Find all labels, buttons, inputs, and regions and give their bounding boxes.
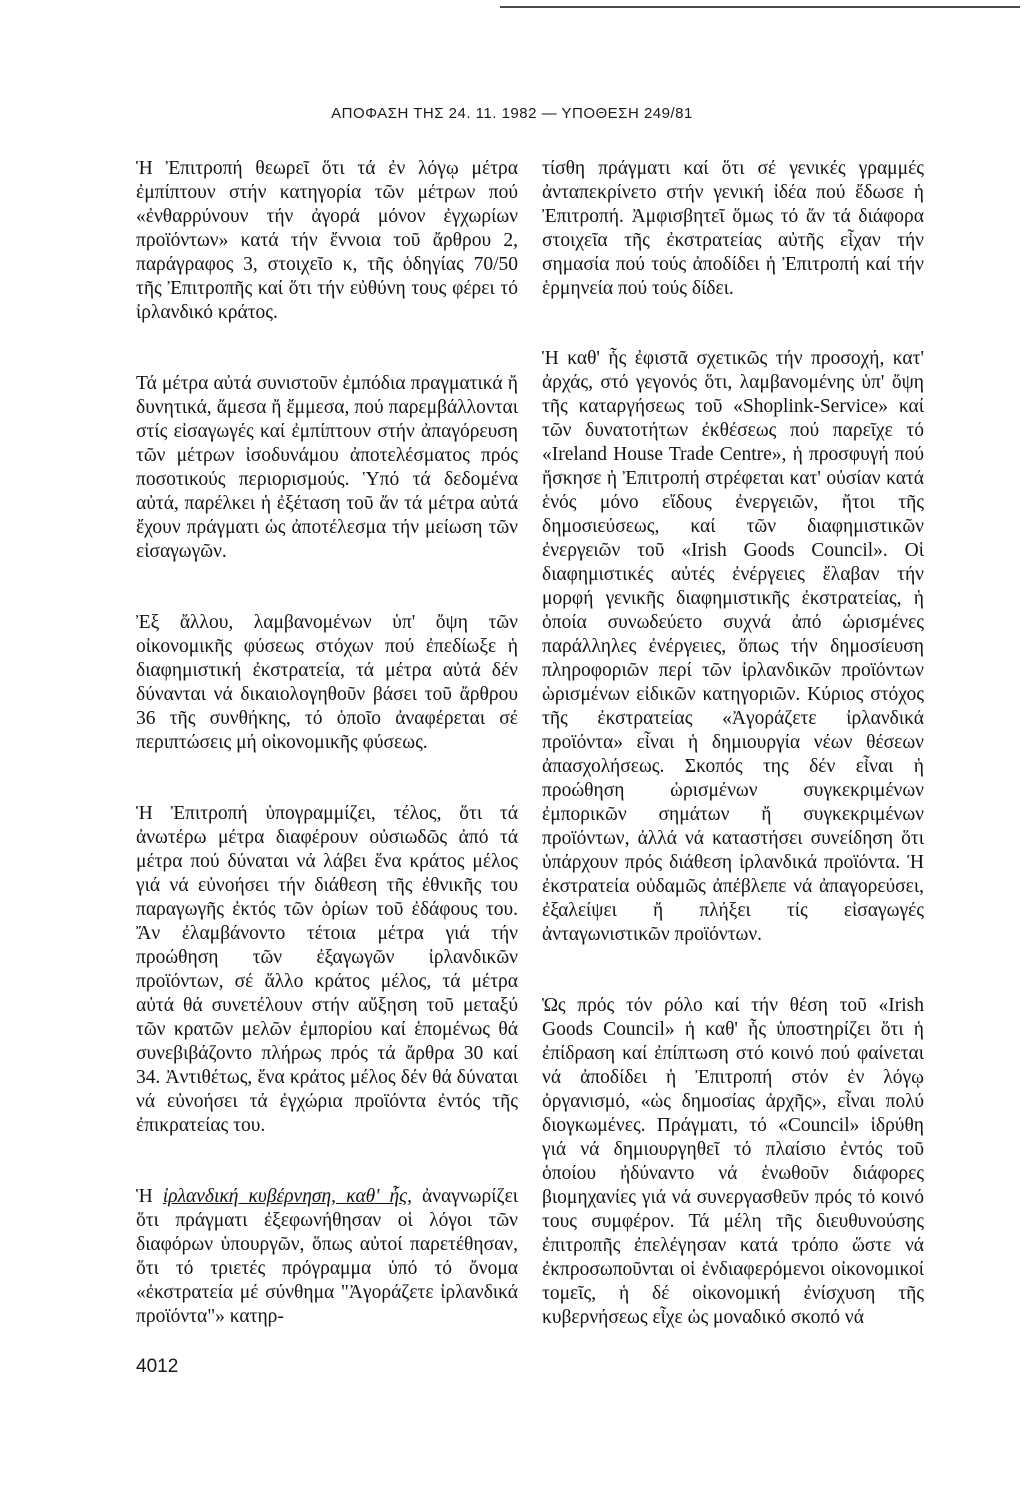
left-column [136, 157, 518, 1329]
paragraph-with-emphasis [136, 1185, 518, 1329]
paragraph: Ἐξ ἄλλου, λαμβανομένων ὑπ' ὄψη τῶν οἰκονομικῆς φύσεως στόχων πού ἐπεδίωξε ἡ διαφημιστική ἐκστρατεία, τά μέτρα αὐτά δέν δύνανται νά δικαιολογηθοῦν βάσει τοῦ ἄρθρου 36 τῆς συνθήκης, τό ὁποῖο ἀναφέρεται σέ περιπτώσεις μή οἰκονομικῆς φύσεως. [136, 612, 518, 753]
paragraph-prefix: Ἡ [136, 1186, 163, 1207]
running-head: ΑΠΟΦΑΣΗ ΤΗΣ 24. 11. 1982 — ΥΠΟΘΕΣΗ 249/81 [331, 105, 693, 122]
paragraph: τίσθη πράγματι καί ὅτι σέ γενικές γραμμές ἀνταπεκρίνετο στήν γενική ἰδέα πού ἔδωσε ἡ Ἐπιτροπή. Ἀμφισβητεῖ ὅμως τό ἄν τά διάφορα στοιχεῖα τῆς ἐκστρατείας αὐτῆς εἶχαν τήν σημασία πού τούς ἀποδίδει ἡ Ἐπιτροπή καί τήν ἑρμηνεία πού τούς δίδει. [542, 158, 924, 299]
page-number: 4012 [136, 1356, 179, 1377]
paragraph: Ἡ Ἐπιτροπή ὑπογραμμίζει, τέλος, ὅτι τά ἀνωτέρω μέτρα διαφέρουν οὐσιωδῶς ἀπό τά μέτρα πού δύναται νά λάβει ἕνα κράτος μέλος γιά νά εὐνοήσει τήν διάθεση τῆς ἐθνικῆς του παραγωγῆς ἐκτός τῶν ὁρίων τοῦ ἐδάφους του. Ἄν ἐλαμβάνοντο τέτοια μέτρα γιά τήν προώθηση τῶν ἐξαγωγῶν ἰρλανδικῶν προϊόντων, σέ ἄλλο κράτος μέλος, τά μέτρα αὐτά θά συνετέλουν στήν αὔξηση τοῦ μεταξύ τῶν κρατῶν μελῶν ἐμπορίου καί ἑπομένως θά συνεβιβάζοντο πλήρως πρός τά ἄρθρα 30 καί 34. Ἀντιθέτως, ἕνα κράτος μέλος δέν θά δύναται νά εὐνοήσει τά ἐγχώρια προϊόντα ἐντός τῆς ἐπικρατείας του. [136, 803, 518, 1136]
paragraph: Ἡ Ἐπιτροπή θεωρεῖ ὅτι τά ἐν λόγῳ μέτρα ἐμπίπτουν στήν κατηγορία τῶν μέτρων πού «ἐνθαρρύνουν τήν ἀγορά μόνον ἐγχωρίων προϊόντων» κατά τήν ἔννοια τοῦ ἄρθρου 2, παράγραφος 3, στοιχεῖο κ, τῆς ὁδηγίας 70/50 τῆς Ἐπιτροπῆς καί ὅτι τήν εὐθύνη τους φέρει τό ἰρλανδικό κράτος. [136, 158, 518, 323]
top-rule [500, 6, 1020, 8]
paragraph: Ὡς πρός τόν ρόλο καί τήν θέση τοῦ «Irish Goods Council» ἡ καθ' ἧς ὑποστηρίζει ὅτι ἡ ἐπίδραση καί ἐπίπτωση στό κοινό πού φαίνεται νά ἀποδίδει ἡ Ἐπιτροπή στόν ἐν λόγῳ ὀργανισμό, «ὡς δημοσίας ἀρχῆς», εἶναι πολύ διογκωμένες. Πράγματι, τό «Council» ἱδρύθη γιά νά δημιουργηθεῖ τό πλαίσιο ἐντός τοῦ ὁποίου ἠδύναντο νά ἑνωθοῦν διάφορες βιομηχανίες γιά νά συνεργασθεῦν πρός τό κοινό τους συμφέρον. Τά μέλη τῆς διευθυνούσης ἐπιτροπῆς ἐπελέγησαν κατά τρόπο ὥστε νά ἐκπροσωποῦνται οἱ ἐνδιαφερόμενοι οἰκονομικοί τομεῖς, ἡ δέ οἰκονομική ἐνίσχυση τῆς κυβερνήσεως εἶχε ὡς μοναδικό σκοπό νά [542, 995, 924, 1328]
paragraph: Ἡ καθ' ἧς ἐφιστᾶ σχετικῶς τήν προσοχή, κατ' ἀρχάς, στό γεγονός ὅτι, λαμβανομένης ὑπ' ὄψη τῆς καταργήσεως τοῦ «Shoplink-Service» καί τῶν δυνατοτήτων ἐκθέσεως πού παρεῖχε τό «Ireland House Trade Centre», ἡ προσφυγή πού ἤσκησε ἡ Ἐπιτροπή στρέφεται κατ' οὐσίαν κατά ἑνός μόνο εἴδους ἐνεργειῶν, ἤτοι τῆς δημοσιεύσεως, καί τῶν διαφημιστικῶν ἐνεργειῶν τοῦ «Irish Goods Council». Οἱ διαφημιστικές αὐτές ἐνέργειες ἔλαβαν τήν μορφή γενικῆς διαφημιστικῆς ἐκστρατείας, ἡ ὁποία συνωδεύετο συχνά ἀπό ὡρισμένες παράλληλες ἐνέργειες, ὅπως τήν δημοσίευση πληροφοριῶν περί τῶν ἰρλανδικῶν προϊόντων ὡρισμένων εἰδικῶν κατηγοριῶν. Κύριος στόχος τῆς ἐκστρατείας «Ἀγοράζετε ἰρλανδικά προϊόντα» εἶναι ἡ δημιουργία νέων θέσεων ἀπασχολήσεως. Σκοπός της δέν εἶναι ἡ προώθηση ὡρισμένων συγκεκριμένων ἐμπορικῶν σημάτων ἤ συγκεκριμένων προϊόντων, ἀλλά νά καταστήσει συνείδηση ὅτι ὑπάρχουν πρός διάθεση ἰρλανδικά προϊόντα. Ἡ ἐκστρατεία οὐδαμῶς ἀπέβλεπε νά ἀπαγορεύσει, ἐξαλείψει ἤ πλήξει τίς εἰσαγωγές ἀνταγωνιστικῶν προϊόντων. [542, 348, 924, 945]
right-column [542, 157, 924, 1330]
paragraph-rest: ἀναγνωρίζει ὅτι πράγματι ἐξεφωνήθησαν οἱ λόγοι τῶν διαφόρων ὑπουργῶν, ὅπως αὐτοί παρετέθησαν, ὅτι τό τριετές πρόγραμμα ὑπό τό ὄνομα «ἐκστρατεία μέ σύνθημα "Ἀγοράζετε ἰρλανδικά προϊόντα"» κατηρ- [136, 1186, 519, 1327]
emphasized-party-name: ἰρλανδική κυβέρνηση, καθ' ἧς, [162, 1186, 412, 1207]
paragraph: Τά μέτρα αὐτά συνιστοῦν ἐμπόδια πραγματικά ἤ δυνητικά, ἄμεσα ἤ ἔμμεσα, πού παρεμβάλλονται στίς εἰσαγωγές καί ἐμπίπτουν στήν ἀπαγόρευση τῶν μέτρων ἰσοδυνάμου ἀποτελέσματος πρός ποσοτικούς περιορισμούς. Ὑπό τά δεδομένα αὐτά, παρέλκει ἡ ἐξέταση τοῦ ἄν τά μέτρα αὐτά ἔχουν πράγματι ὡς ἀποτέλεσμα τήν μείωση τῶν εἰσαγωγῶν. [136, 373, 518, 562]
